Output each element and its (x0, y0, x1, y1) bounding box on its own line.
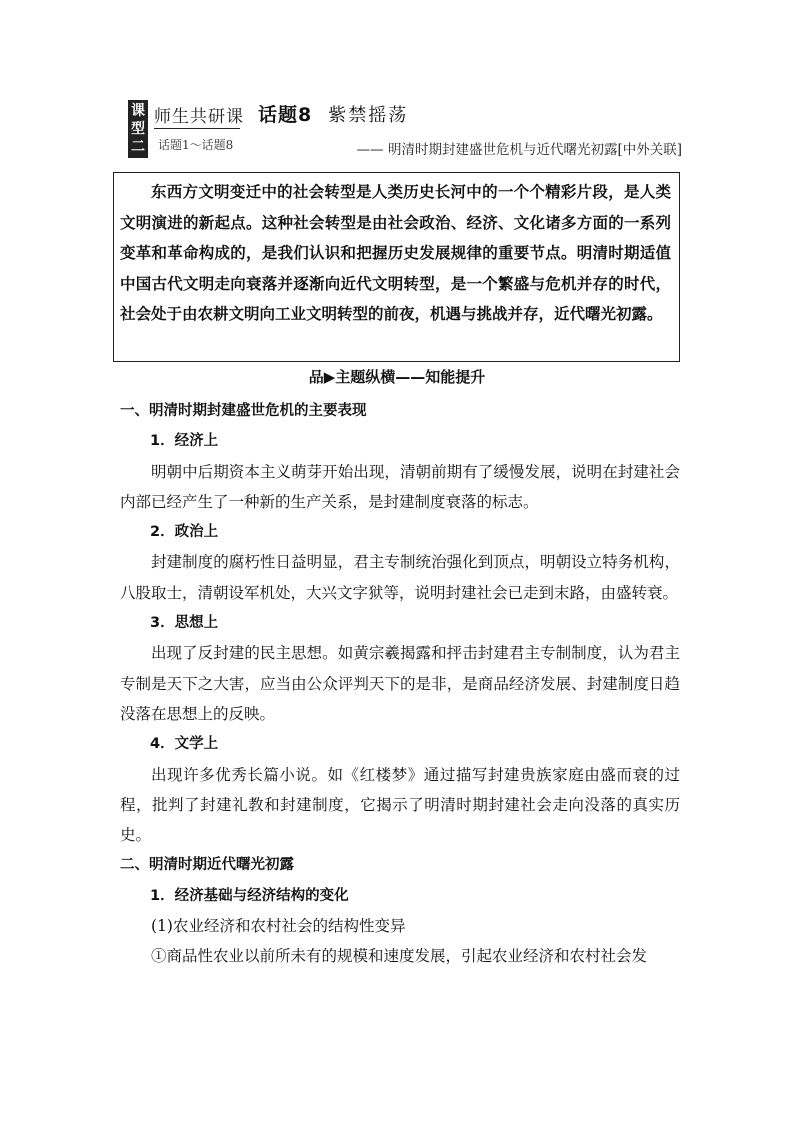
course-range: 话题1～话题8 (158, 138, 234, 152)
badge-char: 课 (131, 103, 145, 119)
heading-level-2: 1．经济基础与经济结构的变化 (150, 887, 349, 904)
intro-box: 东西方文明变迁中的社会转型是人类历史长河中的一个个精彩片段，是人类文明演进的新起点。这种社会转型是由社会政治、经济、文化诸多方面的一系列变革和革命构成的，是我们认识和把握历史发展规律的重要节点。明清时期适值中国古代文明走向衰落并逐渐向近代文明转型，是一个繁盛与危机并存的时代，社会处于由农耕文明向工业文明转型的前夜，机遇与挑战并存，近代曙光初露。 (113, 172, 680, 362)
paragraph: 出现许多优秀长篇小说。如《红楼梦》通过描写封建贵族家庭由盛而衰的过程，批判了封建礼教和封建制度，它揭示了明清时期封建社会走向没落的真实历史。 (120, 765, 680, 845)
heading-level-2: 1．经济上 (150, 433, 219, 450)
paragraph: ①商品性农业以前所未有的规模和速度发展，引起农业经济和农村社会发 (151, 947, 648, 966)
badge-char: 二 (131, 139, 145, 155)
badge-char: 型 (131, 121, 145, 137)
divider (154, 128, 240, 129)
section-heading: 品▶主题纵横——知能提升 (308, 368, 486, 386)
page-header (122, 98, 682, 160)
heading-level-2: 4．文学上 (150, 736, 219, 753)
paragraph: (1)农业经济和农村社会的结构性变异 (151, 917, 406, 936)
paragraph: 明朝中后期资本主义萌芽开始出现，清朝前期有了缓慢发展，说明在封建社会内部已经产生了一种新的生产关系，是封建制度衰落的标志。 (120, 462, 680, 511)
heading-level-2: 2．政治上 (150, 524, 219, 541)
paragraph: 封建制度的腐朽性日益明显，君主专制统治强化到顶点，明朝设立特务机构，八股取士，清朝设军机处，大兴文字狱等，说明封建社会已走到末路，由盛转衰。 (120, 553, 680, 602)
course-title: 师生共研课 (154, 107, 244, 127)
topic-name: 紫禁摇荡 (328, 105, 409, 126)
topic-title (258, 100, 408, 127)
heading-level-1: 二、明清时期近代曙光初露 (120, 857, 294, 874)
topic-subtitle: —— 明清时期封建盛世危机与近代曙光初露[中外关联] (356, 142, 682, 158)
heading-level-2: 3．思想上 (150, 615, 219, 632)
paragraph: 出现了反封建的民主思想。如黄宗羲揭露和抨击封建君主专制制度，认为君主专制是天下之大害，应当由公众评判天下的是非，是商品经济发展、封建制度日趋没落在思想上的反映。 (120, 644, 680, 723)
body-content (120, 396, 680, 972)
heading-level-1: 一、明清时期封建盛世危机的主要表现 (120, 403, 367, 419)
course-type-badge (128, 100, 148, 158)
topic-label: 话题8 (258, 104, 313, 126)
